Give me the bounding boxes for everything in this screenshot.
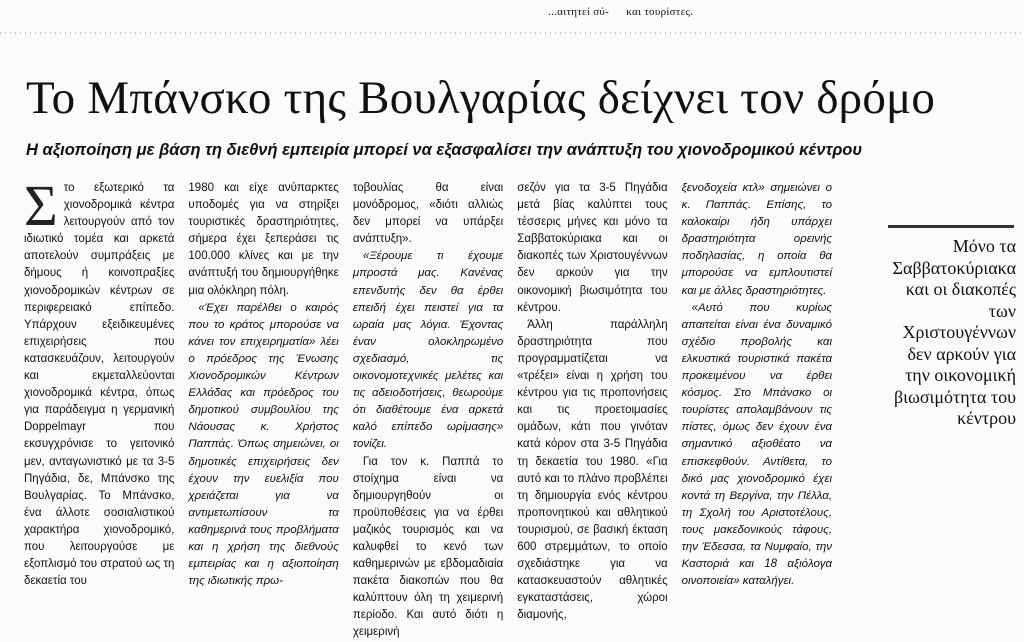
paragraph: τοβουλίας θα είναι μονόδρομος, «διότι αλλιώς δεν μπορεί να υπάρξει ανάπτυξη». — [352, 182, 504, 246]
pull-quote-rule — [888, 225, 1014, 228]
pull-quote: Μόνο τα Σαββατοκύριακα και οι διακοπές των Χριστουγέννων δεν αρκούν για την οικονομική βιωσιμότητα του κέντρου — [892, 236, 1016, 428]
column-3 — [352, 180, 504, 639]
column-5 — [681, 180, 833, 588]
paragraph: το εξωτερικό τα χιονοδρομικά κέντρα λειτουργούν από τον ιδιωτικό τομέα και αρκετά αποτελούν συμπράξεις με δήμους ή κοινοπραξίες χιονοδρομικών κέντρων σε περιφερειακό επίπεδο. Υπάρχουν εξειδικευμένες επιχειρήσεις που κατασκευάζουν, λειτουργούν και εκμεταλλεύονται χιονοδρομικά κέντρα, όπως για παράδειγμα η γερμανική Doppelmayr που εκσυγχρόνισε το γειτονικό μεν, ανταγωνιστικό με τα 3-5 Πηγάδια, δε, Μπάνσκο της Βουλγαρίας. Το Μπάνσκο, ένα άλλοτε σοσιαλιστικού χαρακτήρα χιονοδρομικό, που λειτουργούσε με εξοπλισμό του στρατού ως τη δεκαετία του — [24, 182, 175, 588]
paragraph: σεζόν για τα 3-5 Πηγάδια μετά βίας καλύπτει τους τέσσερις μήνες και μόνο τα Σαββατοκύριακα και οι διακοπές των Χριστουγέννων δεν αρκούν για την οικονομική βιωσιμότητα του κέντρου. — [517, 182, 668, 314]
paragraph-quote: «Αυτό που κυρίως απαιτείται είναι ένα δυναμικό σχέδιο προβολής και ελκυστικά τουριστικά πακέτα προκειμένου να έρθει κόσμος. Στο Μπάνσκο οι τουρίστες απολαμβάνουν τις πίστες, όμως δεν έχουν ένα σημαντικό αξιοθέατο να επισκεφθούν. Αντίθετα, το δικό μας χιονοδρομικό έχει κοντά τη Βεργίνα, την Πέλλα, τη Σχολή του Αριστοτέλους, τους μακεδονικούς τάφους, την Έδεσσα, τα Νυμφαίο, την Καστοριά και 18 αξιόλογα οινοποιεία» καταλήγει. — [681, 301, 833, 588]
article-body — [24, 173, 833, 639]
paragraph-quote: «Έχει παρέλθει ο καιρός που το κράτος μπορούσε να κάνει τον επιχειρηματία» λέει ο πρόεδρος της Ένωσης Χιονοδρομικών Κέντρων Ελλάδας και πρόεδρος του δημοτικού συμβουλίου της Νάουσας κ. Χρήστος Παππάς. Όπως σημειώνει, οι δημοτικές επιχειρήσεις δεν έχουν την ευελιξία που χρειάζεται για να αντιμετωπίσουν τα καθημερινά τους προβλήματα και η χρήση της διεθνούς εμπειρίας και η αξιοποίηση της ιδιωτικής πρω- — [188, 301, 339, 588]
paragraph: 1980 και είχε ανύπαρκτες υποδομές για να στηρίξει τουριστικές δραστηριότητες, σήμερα έχει ξεπεράσει τις 100.000 κλίνες και με την ανάπτυξή του δημιουργήθηκε μια ολόκληρη πόλη. — [188, 182, 339, 297]
divider-line — [0, 32, 1024, 34]
paragraph: Για τον κ. Παππά το στοίχημα είναι να δημιουργηθούν οι προϋποθέσεις για να έρθει μαζικός τουρισμός και να καλυφθεί το κενό των καθημερινών με εβδομαδιαία πακέτα διακοπών που θα καλύπτουν όλη τη χειμερινή περίοδο. Και αυτό διότι η χειμερινή — [352, 455, 504, 639]
drop-cap: Σ — [24, 173, 58, 238]
column-1 — [24, 173, 175, 588]
fragment-text-a: ...αιτητεί σύ- — [548, 6, 610, 18]
column-2 — [188, 180, 339, 588]
fragment-text-b: και τουρίστες. — [626, 6, 694, 18]
paragraph: Άλλη παράλληλη δραστηριότητα που προγραμματίζεται να «τρέξει» είναι η χρήση του κέντρου για τις προπονήσεις και τις προετοιμασίες ομάδων, κάτι που γινόταν κατά κόρον στα 3-5 Πηγάδια τη δεκαετία του 1980. «Για αυτό και το πλάνο προβλέπει τη δημιουργία ενός κέντρου προπονητικού και αθλητικού τουρισμού, σε βασική έκταση 600 στρεμμάτων, το οποίο σχεδιάστηκε για να κατασκευαστούν αθλητικές εγκαταστάσεις, χώροι διαμονής, — [517, 318, 668, 622]
subheadline: Η αξιοποίηση με βάση τη διεθνή εμπειρία μπορεί να εξασφαλίσει την ανάπτυξη του χιονοδρομικού κέντρου — [26, 141, 863, 159]
column-4 — [517, 180, 668, 622]
paragraph: ξενοδοχεία κτλ» σημειώνει ο κ. Παππάς. Επίσης, το καλοκαίρι ήδη υπάρχει δραστηριότητα ορεινής ποδηλασίας, η οποία θα μπορούσε να εμπλουτιστεί και με άλλες δραστηριότητες. — [681, 182, 833, 297]
previous-article-fragment — [548, 6, 848, 26]
paragraph-quote: «Ξέρουμε τι έχουμε μπροστά μας. Κανένας επενδυτής δεν θα έρθει επειδή έχει πειστεί για τα ωραία μας λόγια. Έχοντας έναν ολοκληρωμένο σχεδιασμό, τις οικονομοτεχνικές μελέτες και τις αδειοδοτήσεις, θεωρούμε ότι διαθέτουμε ένα αρκετά καλό επίπεδο ωρίμασης» τονίζει. — [352, 250, 504, 451]
headline: Το Μπάνσκο της Βουλγαρίας δείχνει τον δρόμο — [26, 72, 936, 124]
